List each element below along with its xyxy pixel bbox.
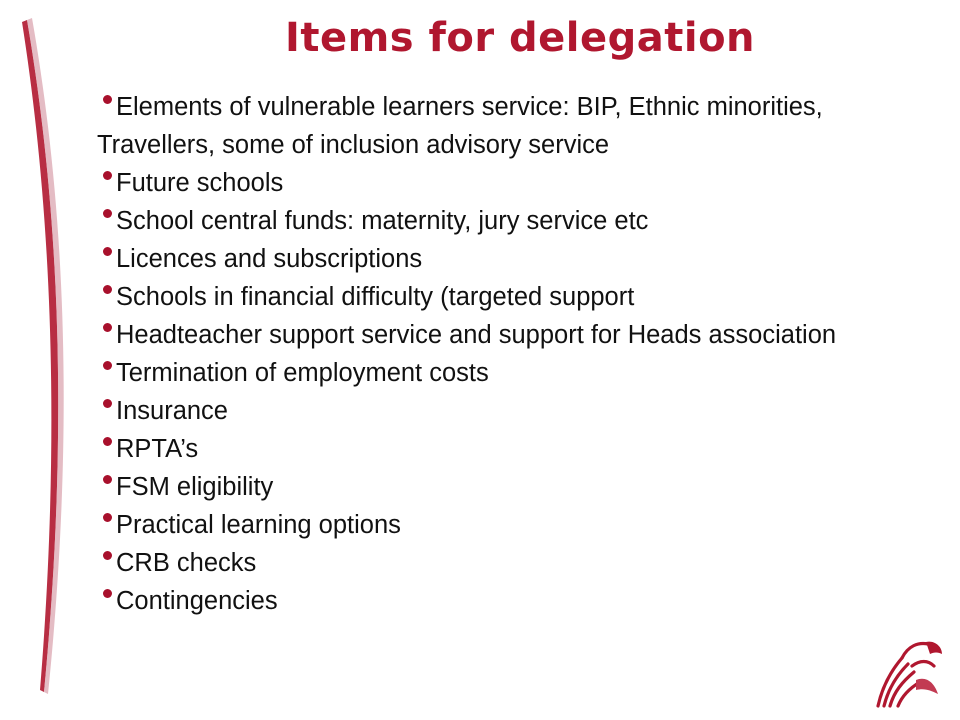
list-item-text: School central funds: maternity, jury service etc	[116, 207, 649, 235]
bullet-icon	[103, 95, 112, 104]
list-item	[97, 506, 897, 544]
list-item	[97, 278, 897, 316]
list-item	[97, 164, 897, 202]
list-item	[97, 316, 897, 354]
list-item-text: Schools in financial difficulty (targeted support	[116, 283, 635, 311]
list-item	[97, 392, 897, 430]
list-item	[97, 544, 897, 582]
list-item-text: Contingencies	[116, 587, 278, 615]
bullet-icon	[103, 513, 112, 522]
bullet-icon	[103, 285, 112, 294]
list-item-text: Practical learning options	[116, 511, 401, 539]
list-item	[97, 240, 897, 278]
list-item-text: Insurance	[116, 397, 228, 425]
bullet-icon	[103, 361, 112, 370]
bullet-list	[97, 88, 897, 620]
bullet-icon	[103, 399, 112, 408]
list-item	[97, 88, 897, 164]
list-item	[97, 202, 897, 240]
dragon-logo-icon	[868, 636, 948, 712]
bullet-icon	[103, 323, 112, 332]
list-item	[97, 582, 897, 620]
list-item-text: Headteacher support service and support for Heads association	[116, 321, 837, 349]
list-item	[97, 354, 897, 392]
bullet-icon	[103, 475, 112, 484]
list-item-text: Termination of employment costs	[116, 359, 489, 387]
bullet-icon	[103, 247, 112, 256]
bullet-icon	[103, 589, 112, 598]
list-item-text: FSM eligibility	[116, 473, 274, 501]
list-item	[97, 468, 897, 506]
list-item-text: RPTA’s	[116, 435, 199, 463]
bullet-icon	[103, 209, 112, 218]
list-item-text: Elements of vulnerable learners service: BIP, Ethnic minorities, Travellers, some of inclusion advisory service	[97, 93, 823, 159]
list-item-text: Licences and subscriptions	[116, 245, 423, 273]
list-item-text: CRB checks	[116, 549, 257, 577]
list-item-text: Future schools	[116, 169, 284, 197]
list-item	[97, 430, 897, 468]
bullet-icon	[103, 551, 112, 560]
bullet-icon	[103, 437, 112, 446]
bullet-icon	[103, 171, 112, 180]
left-swoosh-decoration	[0, 0, 80, 720]
slide-title: Items for delegation	[284, 15, 756, 61]
